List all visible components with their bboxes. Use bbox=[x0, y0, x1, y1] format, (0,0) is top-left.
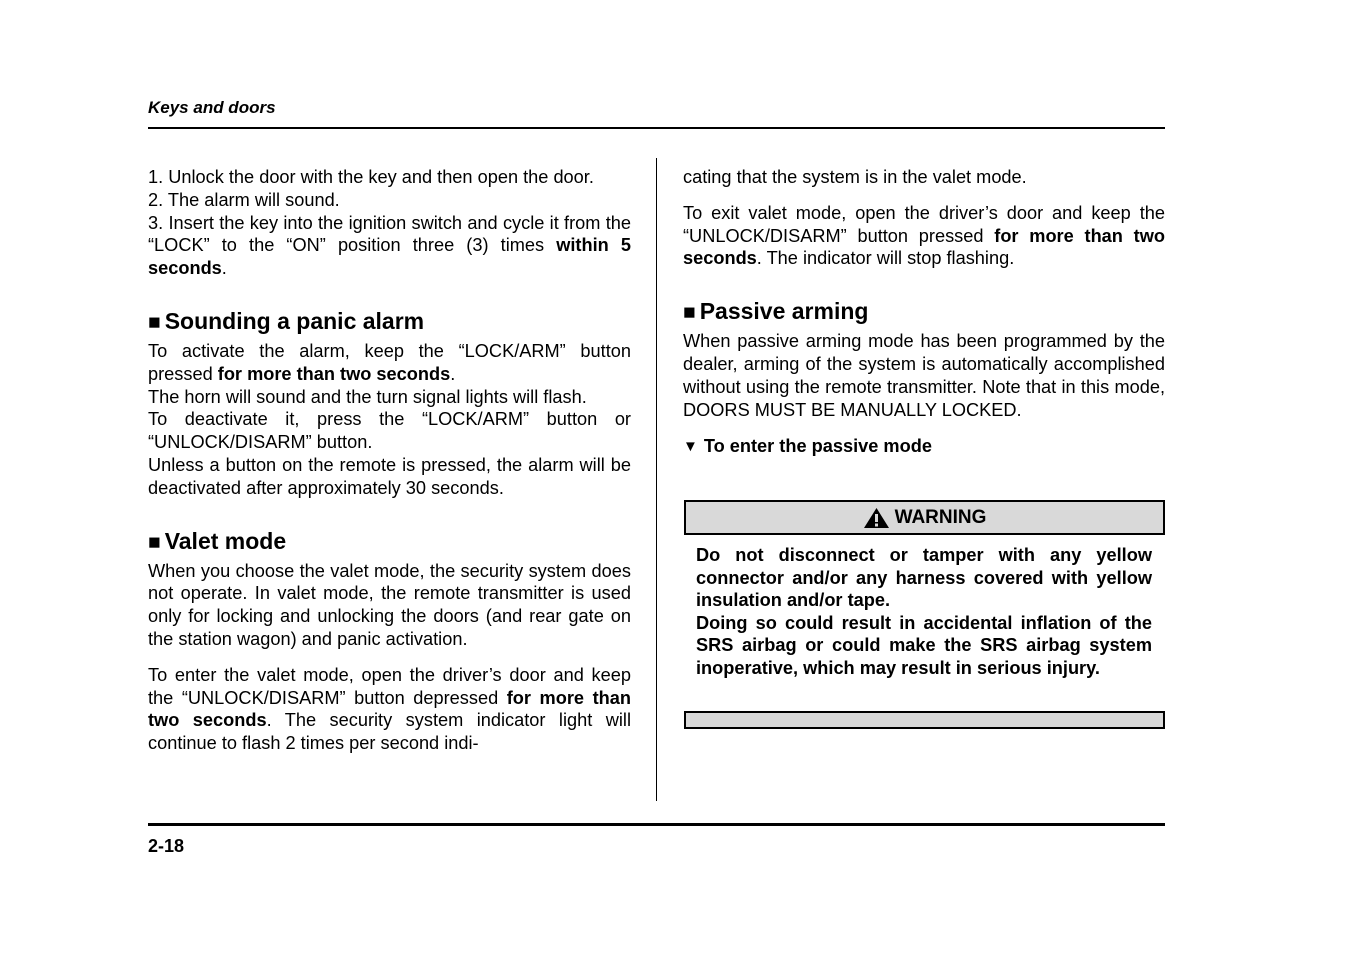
step-3-end: . bbox=[221, 258, 227, 279]
panic-paragraph-1 bbox=[148, 340, 631, 386]
step-1: 1. Unlock the door with the key and then open the door. bbox=[148, 167, 594, 187]
valet-paragraph-1: When you choose the valet mode, the security system does not operate. In valet mode, the remote transmitter is used only for locking and unlocking the doors (and rear gate on the station wagon) and panic activation. bbox=[148, 560, 631, 649]
top-rule bbox=[148, 127, 1165, 129]
right-column bbox=[683, 166, 1165, 459]
left-column bbox=[148, 166, 631, 755]
valet-p2-bold: for more than two seconds bbox=[148, 687, 631, 731]
passive-mode-subheading-text: To enter the passive mode bbox=[703, 436, 932, 457]
passive-paragraph: When passive arming mode has been programmed by the dealer, arming of the system is automatically accomplished without using the remote transmitter. Note that in this mode, DOORS MUST BE MANUALLY LOCKED. bbox=[683, 331, 1165, 420]
panic-paragraph-4: Unless a button on the remote is pressed, the alarm will be deactivated after approximately 30 seconds. bbox=[148, 454, 631, 498]
triangle-down-icon: ▼ bbox=[683, 438, 698, 456]
panic-paragraph-3: To deactivate it, press the “LOCK/ARM” button or “UNLOCK/DISARM” button. bbox=[148, 409, 631, 453]
passive-arming-heading bbox=[683, 297, 1165, 327]
panic-p1-end: . bbox=[450, 363, 456, 384]
panic-p1-text: To activate the alarm, keep the “LOCK/ARM” button pressed bbox=[148, 340, 631, 384]
column-divider bbox=[656, 158, 657, 801]
page-number: 2-18 bbox=[148, 836, 185, 856]
passive-mode-subheading bbox=[683, 435, 1165, 459]
heading-square-icon: ■ bbox=[683, 301, 696, 325]
exit-valet-paragraph bbox=[683, 202, 1165, 270]
panic-alarm-heading bbox=[148, 307, 631, 337]
heading-square-icon: ■ bbox=[148, 310, 161, 334]
warning-banner bbox=[684, 500, 1165, 535]
warning-label: WARNING bbox=[894, 506, 987, 528]
valet-paragraph-2 bbox=[148, 664, 631, 755]
warning-body bbox=[696, 544, 1152, 680]
heading-square-icon: ■ bbox=[148, 530, 161, 554]
section-title: Keys and doors bbox=[148, 98, 276, 117]
step-2: 2. The alarm will sound. bbox=[148, 189, 340, 210]
exit-bold: for more than two seconds bbox=[683, 225, 1165, 269]
bottom-rule bbox=[148, 823, 1165, 826]
passive-arming-heading-text: Passive arming bbox=[699, 298, 869, 325]
valet-mode-heading bbox=[148, 527, 631, 557]
exit-text: To exit valet mode, open the driver’s door and keep the “UNLOCK/DISARM” button pressed bbox=[683, 202, 1165, 246]
panic-p1-bold: for more than two seconds bbox=[217, 363, 451, 384]
step-3 bbox=[148, 212, 631, 280]
warning-paragraph-1: Do not disconnect or tamper with any yellow connector and/or any harness covered with yellow insulation and/or tape. bbox=[696, 545, 1152, 611]
valet-mode-heading-text: Valet mode bbox=[164, 527, 287, 554]
valet-continued: cating that the system is in the valet mode. bbox=[683, 167, 1027, 187]
panic-paragraph-2: The horn will sound and the turn signal lights will flash. bbox=[148, 386, 587, 407]
valet-p2-text: To enter the valet mode, open the driver’s door and keep the “UNLOCK/DISARM” button depressed bbox=[148, 664, 631, 708]
exit-end: . The indicator will stop flashing. bbox=[756, 248, 1015, 269]
step-3-bold: within 5 seconds bbox=[148, 235, 631, 279]
warning-triangle-icon bbox=[863, 507, 890, 529]
warning-paragraph-2: Doing so could result in accidental inflation of the SRS airbag or could make the SRS airbag system inoperative, which may result in serious injury. bbox=[696, 612, 1152, 678]
warning-end-bar bbox=[684, 711, 1165, 729]
panic-alarm-heading-text: Sounding a panic alarm bbox=[164, 307, 425, 334]
valet-p2-end: . The security system indicator light will continue to flash 2 times per second indi- bbox=[148, 710, 631, 754]
step-3-text: 3. Insert the key into the ignition switch and cycle it from the “LOCK” to the “ON” position three (3) times bbox=[148, 212, 631, 256]
